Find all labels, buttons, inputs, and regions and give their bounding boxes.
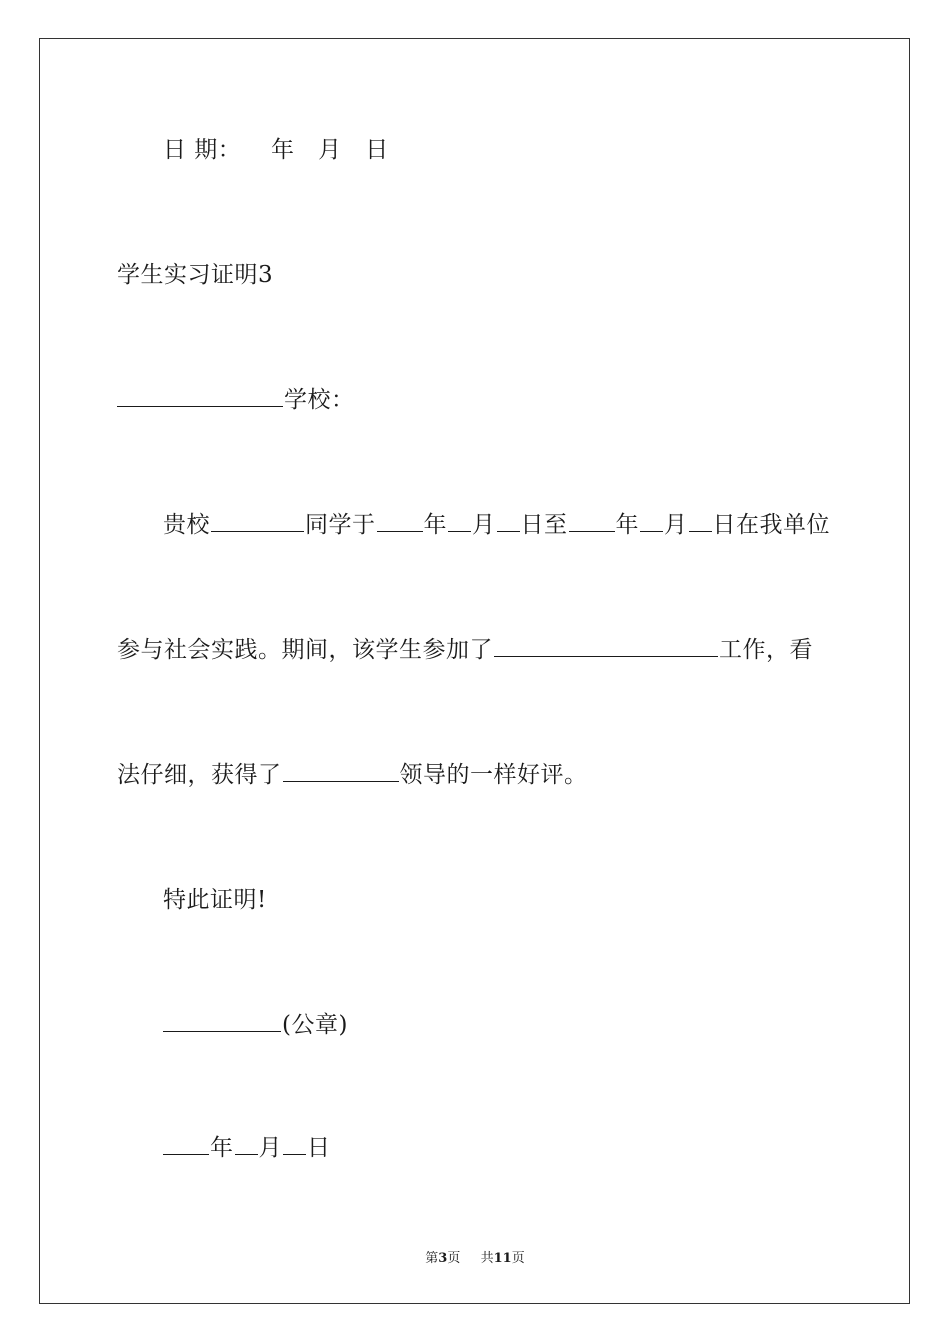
- page-footer: [0, 1247, 950, 1266]
- start-month-blank: [448, 511, 471, 532]
- start-year-blank: [377, 511, 423, 532]
- seal-line: [163, 1010, 348, 1040]
- document-title: 学生实习证明3: [117, 262, 274, 288]
- sign-month-label: 月: [258, 1135, 282, 1161]
- para1-text-3: 年: [423, 512, 447, 538]
- paragraph-3: [117, 760, 588, 790]
- sign-day-label: 日: [307, 1135, 331, 1161]
- school-suffix: 学校：: [284, 387, 355, 413]
- footer-page-unit: 页: [447, 1251, 461, 1266]
- school-name-blank: [117, 386, 283, 407]
- para1-text-5: 日至: [520, 512, 568, 538]
- para3-text-2: 领导的一样好评。: [399, 762, 588, 788]
- footer-total-unit: 页: [511, 1251, 525, 1266]
- sign-day-blank: [283, 1134, 306, 1155]
- department-blank: [283, 761, 399, 782]
- page-frame: [39, 38, 910, 1304]
- paragraph-2: [117, 635, 813, 665]
- certify-line: 特此证明!: [163, 887, 267, 913]
- sign-year-blank: [163, 1134, 209, 1155]
- unit-name-blank: [163, 1011, 281, 1032]
- date-day: 日: [365, 137, 389, 163]
- footer-prefix: 第: [425, 1251, 439, 1266]
- para1-text-6: 年: [615, 512, 639, 538]
- seal-label: (公章): [282, 1012, 348, 1038]
- sign-year-label: 年: [210, 1135, 234, 1161]
- para2-text-1: 参与社会实践。期间，该学生参加了: [117, 637, 493, 663]
- paragraph-1: [163, 510, 830, 540]
- end-day-blank: [689, 511, 712, 532]
- para3-text-1: 法仔细，获得了: [117, 762, 282, 788]
- para1-text-2: 同学于: [305, 512, 376, 538]
- start-day-blank: [497, 511, 520, 532]
- school-line: [117, 385, 355, 415]
- footer-current-page: 3: [438, 1251, 448, 1266]
- work-type-blank: [494, 636, 718, 657]
- para1-text-4: 月: [472, 512, 496, 538]
- end-month-blank: [640, 511, 663, 532]
- footer-total-prefix: 共: [480, 1251, 494, 1266]
- end-year-blank: [569, 511, 615, 532]
- para2-text-2: 工作，看: [719, 637, 813, 663]
- sign-month-blank: [235, 1134, 258, 1155]
- student-name-blank: [211, 511, 304, 532]
- date-line: [163, 135, 389, 165]
- date-label: 日 期：: [163, 137, 242, 163]
- footer-total-pages: 11: [493, 1251, 512, 1266]
- para1-text-7: 月: [664, 512, 688, 538]
- para1-text-8: 日在我单位: [712, 512, 830, 538]
- end-date-line: [163, 1133, 331, 1163]
- date-month: 月: [318, 137, 342, 163]
- date-year: 年: [270, 137, 295, 163]
- para1-text-1: 贵校: [163, 512, 210, 538]
